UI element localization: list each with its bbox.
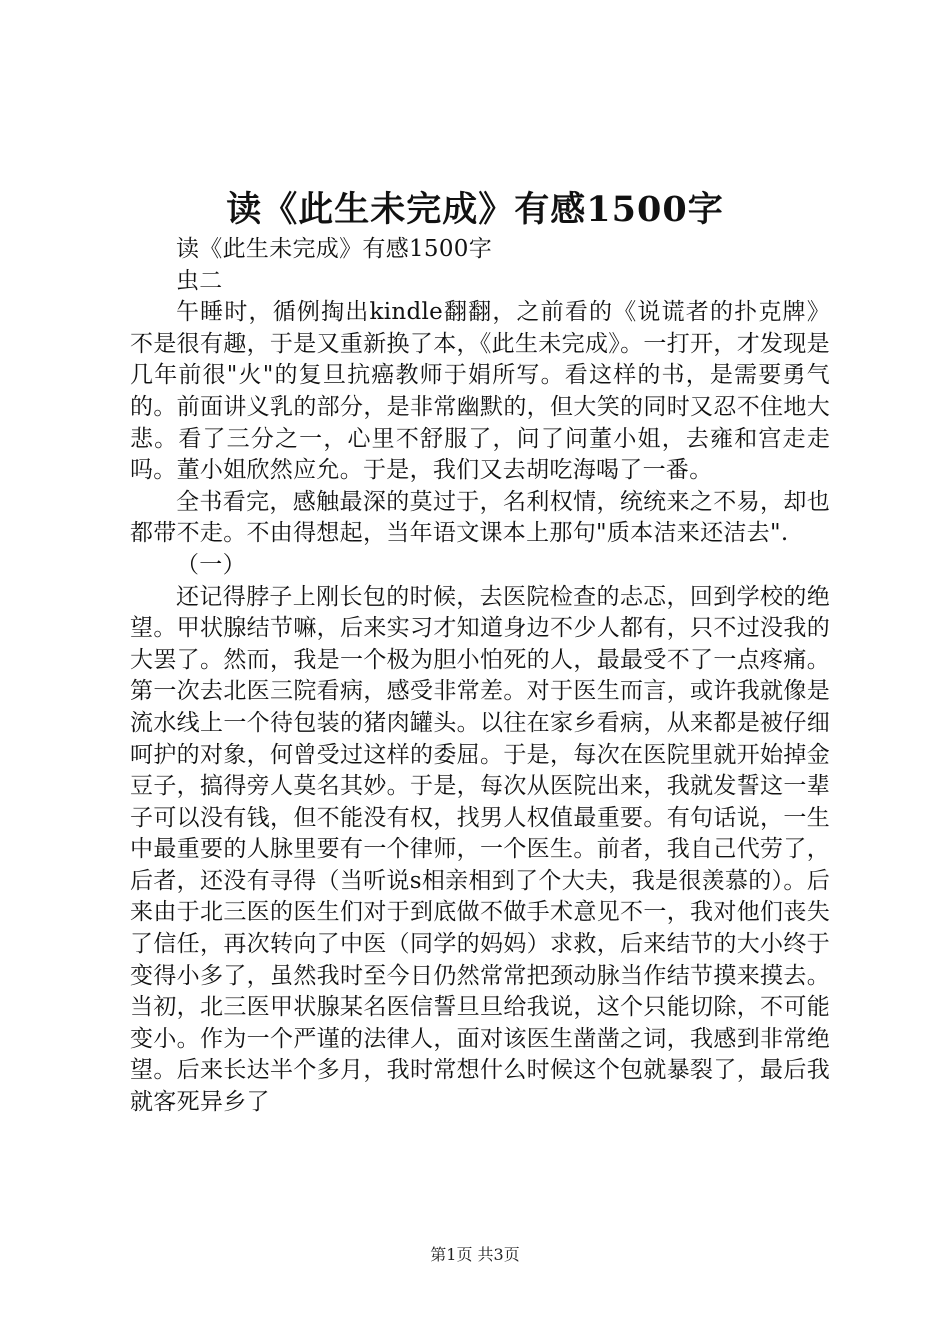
subtitle-paragraph: 读《此生未完成》有感1500字 [176,236,493,262]
document-title: 读《此生未完成》有感1500字 [226,189,724,230]
body-paragraph: 全书看完，感触最深的莫过于，名利权情，统统来之不易，却也都带不走。不由得想起，当年语文课本上那句"质本洁来还洁去". [130,488,830,547]
page-indicator: 第1页 共3页 [430,1245,520,1264]
section-heading: （一） [176,551,246,578]
author-paragraph: 虫二 [176,267,223,294]
body-paragraph: 午睡时，循例掏出kindle翻翻，之前看的《说谎者的扑克牌》不是很有趣，于是又重新换了本，《此生未完成》。一打开，才发现是几年前很"火"的复旦抗癌教师于娟所写。看这样的书，是需要勇气的。前面讲义乳的部分，是非常幽默的，但大笑的同时又忍不住地大悲。看了三分之一，心里不舒服了，问了问董小姐，去雍和宫走走吗。董小姐欣然应允。于是，我们又去胡吃海喝了一番。 [130,299,830,484]
document-body [130,234,830,1119]
body-paragraph: 还记得脖子上刚长包的时候，去医院检查的忐忑，回到学校的绝望。甲状腺结节嘛，后来实习才知道身边不少人都有，只不过没我的大罢了。然而，我是一个极为胆小怕死的人，最最受不了一点疼痛。第一次去北医三院看病，感受非常差。对于医生而言，或许我就像是流水线上一个待包装的猪肉罐头。以往在家乡看病，从来都是被仔细呵护的对象，何曾受过这样的委屈。于是，每次在医院里就开始掉金豆子，搞得旁人莫名其妙。于是，每次从医院出来，我就发誓这一辈子可以没有钱，但不能没有权，找男人权值最重要。有句话说，一生中最重要的人脉里要有一个律师，一个医生。前者，我自己代劳了，后者，还没有寻得（当听说s相亲相到了个大夫，我是很羡慕的）。后来由于北三医的医生们对于到底做不做手术意见不一，我对他们丧失了信任，再次转向了中医（同学的妈妈）求救，后来结节的大小终于变得小多了，虽然我时至今日仍然常常把颈动脉当作结节摸来摸去。当初，北三医甲状腺某名医信誓旦旦给我说，这个只能切除，不可能变小。作为一个严谨的法律人，面对该医生凿凿之词，我感到非常绝望。后来长达半个多月，我时常想什么时候这个包就暴裂了，最后我就客死异乡了 [130,583,830,1116]
